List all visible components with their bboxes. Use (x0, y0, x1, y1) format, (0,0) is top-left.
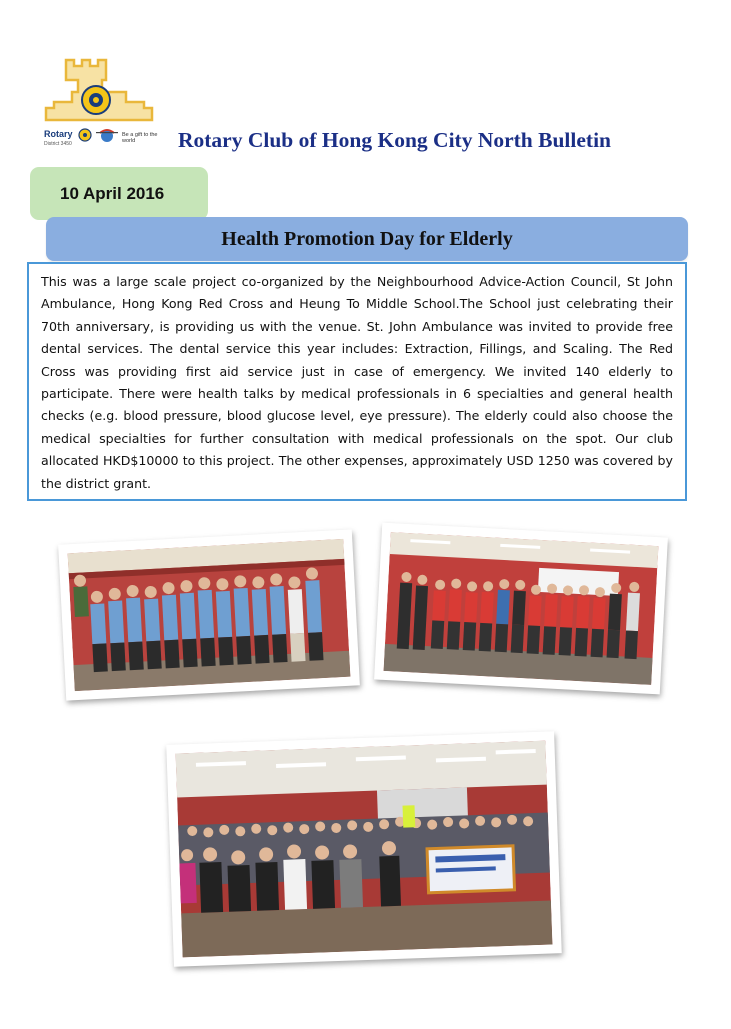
theme-emblem-icon (94, 128, 120, 142)
event-photo-2 (374, 523, 668, 695)
elderly-participants-group-image (176, 741, 553, 958)
rotary-wordmark: Rotary (44, 129, 73, 139)
event-photo-3 (166, 731, 562, 966)
article-headline: Health Promotion Day for Elderly (221, 228, 513, 250)
red-cross-group-image (384, 532, 659, 685)
article-body-box (27, 262, 687, 501)
rotary-logo (44, 58, 164, 152)
article-body: This was a large scale project co-organized by the Neighbourhood Advice-Action Council, St John Ambulance, Hong Kong Red Cross and Heung To Middle School.The School just celebrating their 70th anniversary, is providing us with the venue. St. John Ambulance was invited to provide free dental services. The dental service this year includes: Extraction, Fillings, and Scaling. The Red Cross was providing first aid service just in case of emergency. We invited 140 elderly to participate. There were health talks by medical professionals in 6 specialties and general health checks (e.g. blood pressure, blood glucose level, eye pressure). The elderly could also choose the medical specialties for further consultation with medical professionals on the spot. Our club allocated HKD$10000 to this project. The other expenses, approximately USD 1250 was covered by the district grant. (41, 274, 673, 491)
theme-tagline: Be a gift to the world (122, 132, 158, 144)
event-photo-1 (58, 529, 360, 700)
bulletin-title: Rotary Club of Hong Kong City North Bulletin (178, 128, 612, 152)
rotary-wheel-small-icon (78, 128, 92, 142)
district-label: District 3450 (44, 141, 72, 147)
bulletin-date: 10 April 2016 (60, 184, 165, 203)
castle-emblem-icon (44, 58, 164, 128)
volunteers-group-image (68, 539, 351, 691)
